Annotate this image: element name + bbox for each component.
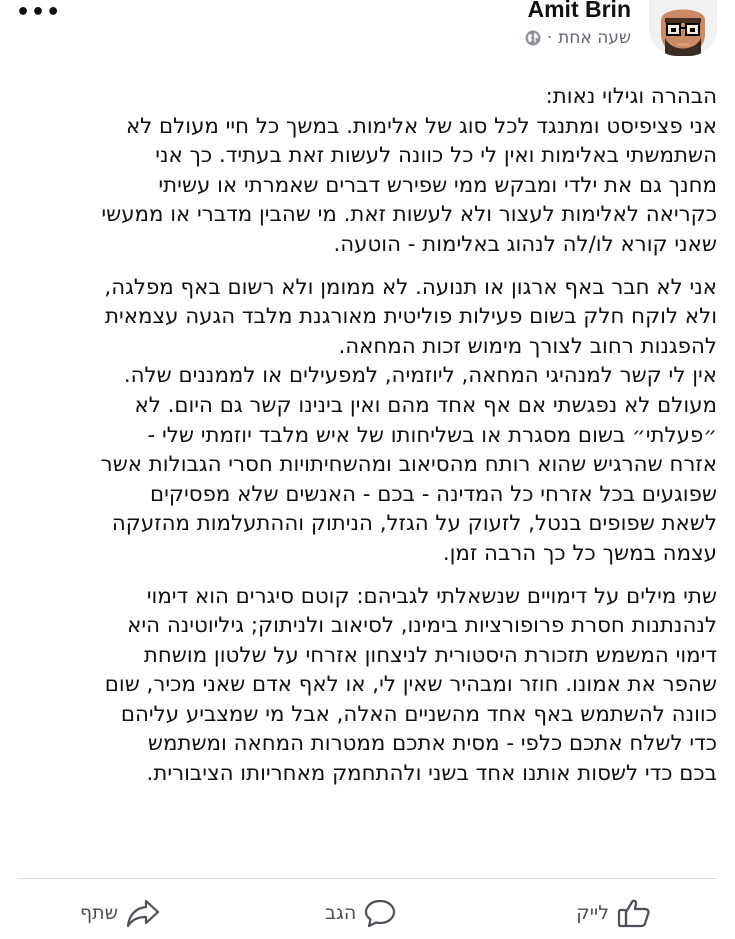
post-text-line: דימוי המשמש תזכורת היסטורית לניצחון אזרחי על שלטון מושחת [143, 642, 717, 668]
post-text-line: אין לי קשר למנהיגי המחאה, ליוזמיה, למפעילים או לממננים שלה. [123, 363, 717, 389]
post-text-line: כוונה להשתמש באף אחד מהשניים האלה, אבל מי שמצביע עליהם [120, 701, 717, 727]
globe-icon [525, 30, 541, 46]
post-text-line: ״פעלתי״ בשום מסגרת או בשליחותו של איש מלבד יוזמתי שלי - [147, 422, 717, 448]
post-text-line: מחנך גם את ילדי ומבקש ממי שפירש דברים שאמרתי או עשיתי [158, 172, 717, 198]
thumbs-up-icon [617, 898, 651, 928]
share-button[interactable] [80, 892, 160, 934]
avatar-image [649, 0, 717, 56]
post-text-line: השתמשתי באלימות ואין לי כל כוונה לעשות זאת בעתיד. כך אני [155, 143, 717, 169]
comment-button[interactable] [325, 892, 396, 934]
post-text-line: לנהנתנות חסרת פרופורציות בימינו, לסיאוב ולניתוק; גיליוטינה היא [127, 613, 717, 639]
post-timestamp[interactable]: שעה אחת [558, 28, 631, 48]
post-text-line: שתי מילים על דימויים שנשאלתי לגביהם: קוטם סיגרים הוא דימוי [146, 583, 717, 609]
share-label: שתף [80, 902, 119, 924]
post-paragraph [18, 82, 717, 260]
post-text-line: כדי לשלח אתכם כלפי - מסית אתכם ממטרות המחאה ומשתמש [147, 731, 717, 757]
post-text-line: לשאת שפופים בנטל, לזעוק על הגזל, הניתוק וההתעלמות מהזעקה [111, 511, 717, 537]
post-paragraph [18, 582, 717, 789]
post-meta [525, 28, 631, 48]
post-text-line: אני פציפיסט ומתנגד לכל סוג של אלימות. במשך כל חיי מעולם לא [125, 113, 717, 139]
post-text-line: שהפר את אמונו. חוזר ומבהיר שאין לי, או לאף אדם שאני מכיר, שום [104, 672, 717, 698]
like-button[interactable] [576, 892, 651, 934]
post-text-line: כקריאה לאלימות לעצור ולא לעשות זאת. מי שהבין מדברי או ממעשי [101, 202, 717, 228]
post-text-line: מעולם לא נפגשתי אם אף אחד מהם ואין בינינו קשר גם היום. לא [134, 392, 717, 418]
post-text-line: בכם כדי לשסות אותנו אחד בשני ולהתחמק מאחריותו הציבורית. [146, 761, 717, 787]
share-arrow-icon [126, 898, 160, 928]
post-text-line: עצמה במשך כל כך הרבה זמן. [442, 540, 717, 566]
post-body [18, 82, 717, 802]
author-name[interactable]: Amit Brin [527, 0, 631, 22]
more-options-icon[interactable]: ••• [16, 0, 62, 25]
post-text-line: אזרח שהרגיש שהוא רותח מהסיאוב ומהשחיתויות חסרי הגבולות אשר [100, 452, 717, 478]
post-text-line: להפגנות רחוב לצורך מימוש זכות המחאה. [338, 333, 717, 359]
post-text-line: ולא לוקח חלק בשום פעילות פוליטית מאורגנת מלבד הגעה עצמאית [105, 304, 717, 330]
actions-divider [18, 878, 717, 879]
like-label: לייק [576, 902, 609, 924]
post-paragraph [18, 273, 717, 569]
post-text-line: אני לא חבר באף ארגון או תנועה. לא ממומן ולא רשום באף מפלגה, [104, 274, 717, 300]
post-text-line: שאני קורא לו/לה לנהוג באלימות - הוטעה. [333, 231, 717, 257]
post-header [0, 0, 735, 62]
comment-label: הגב [325, 902, 357, 924]
comment-bubble-icon [364, 898, 396, 928]
meta-separator: · [546, 28, 553, 48]
post-text-line: שפוגעים בכל אזרחי כל המדינה - בכם - האנשים שלא מפסיקים [150, 481, 717, 507]
post-text-line: הבהרה וגילוי נאות: [545, 84, 717, 109]
author-avatar[interactable] [649, 0, 717, 56]
post-actions-bar [0, 892, 735, 934]
